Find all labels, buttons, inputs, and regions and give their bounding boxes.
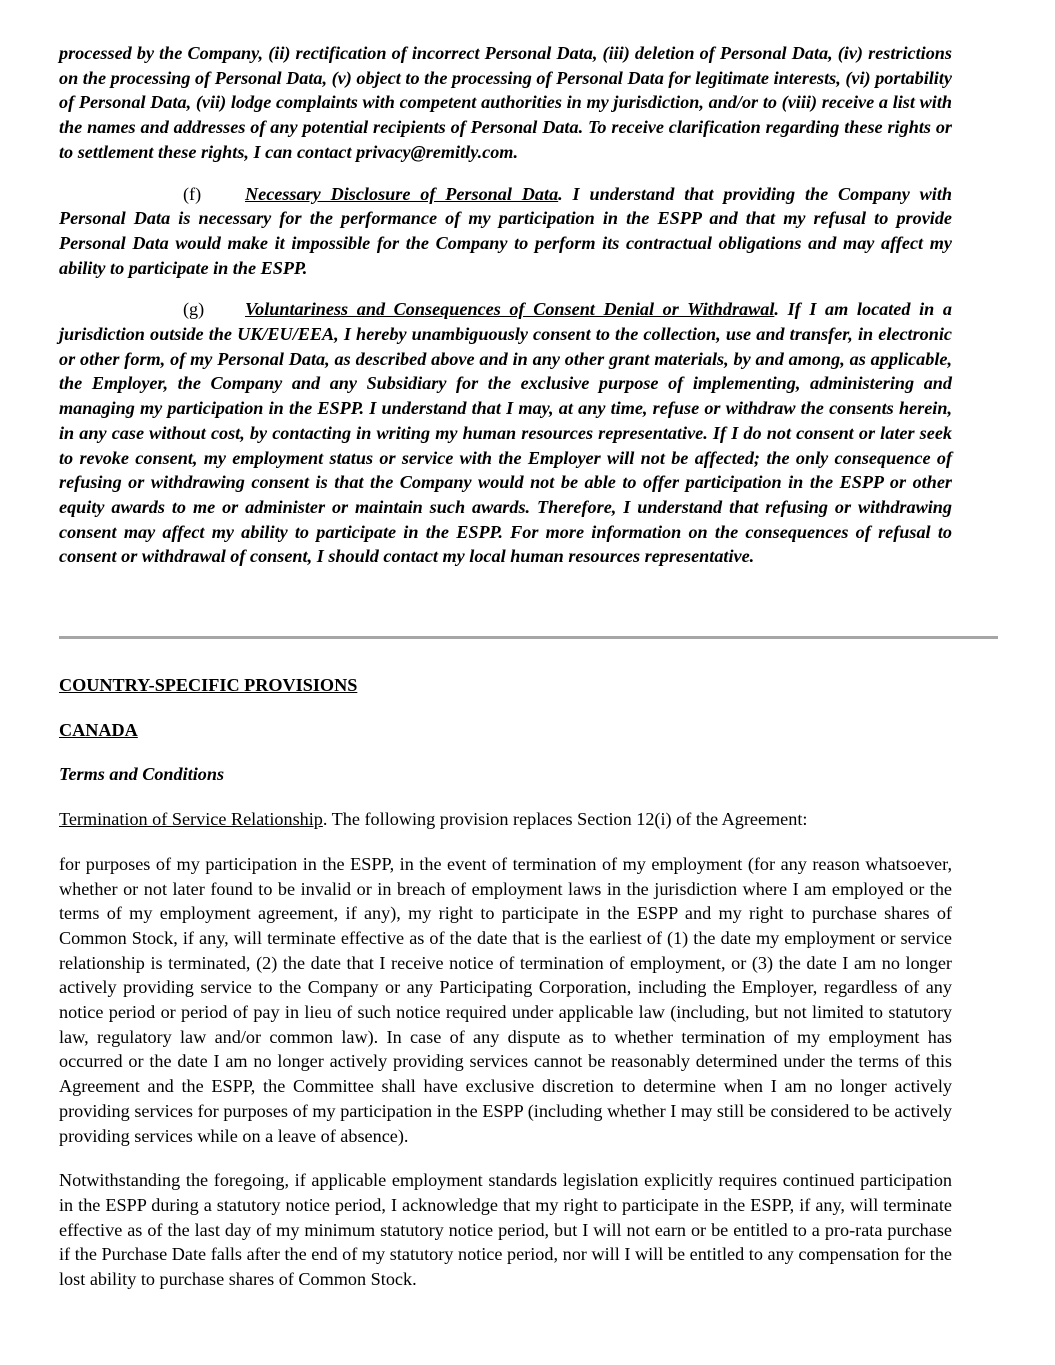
para-g-marker: (g) <box>183 299 205 320</box>
termination-paragraph-1: for purposes of my participation in the ESPP, in the event of termination of my employment (for any reason whatsoever, whether or not later found to be invalid or in breach of employment laws in the jurisdiction where I am employed or the terms of my employment agreement, if any), my right to participate in the ESPP and my right to purchase shares of Common Stock, if any, will terminate effective as of the date that is the earliest of (1) the date my employment or service relationship is terminated, (2) the date that I receive notice of termination of employment, or (3) the date I am no longer actively providing service to the Company or any Participating Corporation, including the Employer, regardless of any notice period or period of pay in lieu of such notice required under applicable law (including, but not limited to statutory law, regulatory law and/or common law). In case of any dispute as to whether termination of my employment has occurred or the date I am no longer actively providing services cannot be reasonably determined under the terms of this Agreement and the ESPP, the Committee shall have exclusive discretion to determine when I am no longer actively providing services for purposes of my participation in the ESPP (including whether I may still be considered to be actively providing services while on a leave of absence). <box>59 853 952 1146</box>
para-e-continued: processed by the Company, (ii) rectification of incorrect Personal Data, (iii) deletion of Personal Data, (iv) restrictions on the processing of Personal Data, (v) object to the processing of Personal Data for legitimate interests, (vi) portability of Personal Data, (vii) lodge complaints with competent authorities in my jurisdiction, and/or to (viii) receive a list with the names and addresses of any potential recipients of Personal Data. To receive clarification regarding these rights or to settlement these rights, I can contact privacy@remitly.com. <box>59 43 952 162</box>
para-f-heading: Necessary Disclosure of Personal Data <box>245 183 559 204</box>
terms-subheading: Terms and Conditions <box>59 764 225 785</box>
upper-section <box>59 41 952 569</box>
para-f <box>59 182 952 281</box>
section-title: COUNTRY-SPECIFIC PROVISIONS <box>59 675 358 695</box>
country-provisions <box>59 673 952 1292</box>
termination-intro-text: . The following provision replaces Section 12(i) of the Agreement: <box>322 809 808 830</box>
termination-intro <box>59 807 952 832</box>
para-g <box>59 297 952 569</box>
para-f-marker: (f) <box>183 183 202 204</box>
horizontal-divider <box>59 636 998 639</box>
para-g-heading: Voluntariness and Consequences of Consent Denial or Withdrawal <box>245 299 775 320</box>
para-g-body: . If I am located in a jurisdiction outside the UK/EU/EEA, I hereby unambiguously consent to the collection, use and transfer, in electronic or other form, of my Personal Data, as described above and in any other grant materials, by and among, as applicable, the Employer, the Company and any Subsidiary for the exclusive purpose of implementing, administering and managing my participation in the ESPP. I understand that I may, at any time, refuse or withdraw the consents herein, in any case without cost, by contacting in writing my human resources representative. If I do not consent or later seek to revoke consent, my employment status or service with the Employer will not be affected; the only consequence of refusing or withdrawing consent is that the Company would not be able to offer participation in the ESPP or other equity awards to me or administer or maintain such awards. Therefore, I understand that refusing or withdrawing consent may affect my ability to participate in the ESPP. For more information on the consequences of refusal to consent or withdrawal of consent, I should contact my local human resources representative. <box>59 299 952 567</box>
termination-paragraph-2: Notwithstanding the foregoing, if applicable employment standards legislation explicitly requires continued participation in the ESPP during a statutory notice period, I acknowledge that my right to participate in the ESPP, if any, will terminate effective as of the last day of my minimum statutory notice period, but I will not earn or be entitled to a pro-rata purchase if the Purchase Date falls after the end of my statutory notice period, nor will I will be entitled to any compensation for the lost ability to purchase shares of Common Stock. <box>59 1170 952 1290</box>
termination-heading: Termination of Service Relationship <box>59 809 323 830</box>
country-heading: CANADA <box>59 719 138 740</box>
para-f-body: . I understand that providing the Company with Personal Data is necessary for the performance of my participation in the ESPP and that my refusal to provide Personal Data would make it impossible for the Company to perform its contractual obligations and may affect my ability to participate in the ESPP. <box>59 183 952 278</box>
